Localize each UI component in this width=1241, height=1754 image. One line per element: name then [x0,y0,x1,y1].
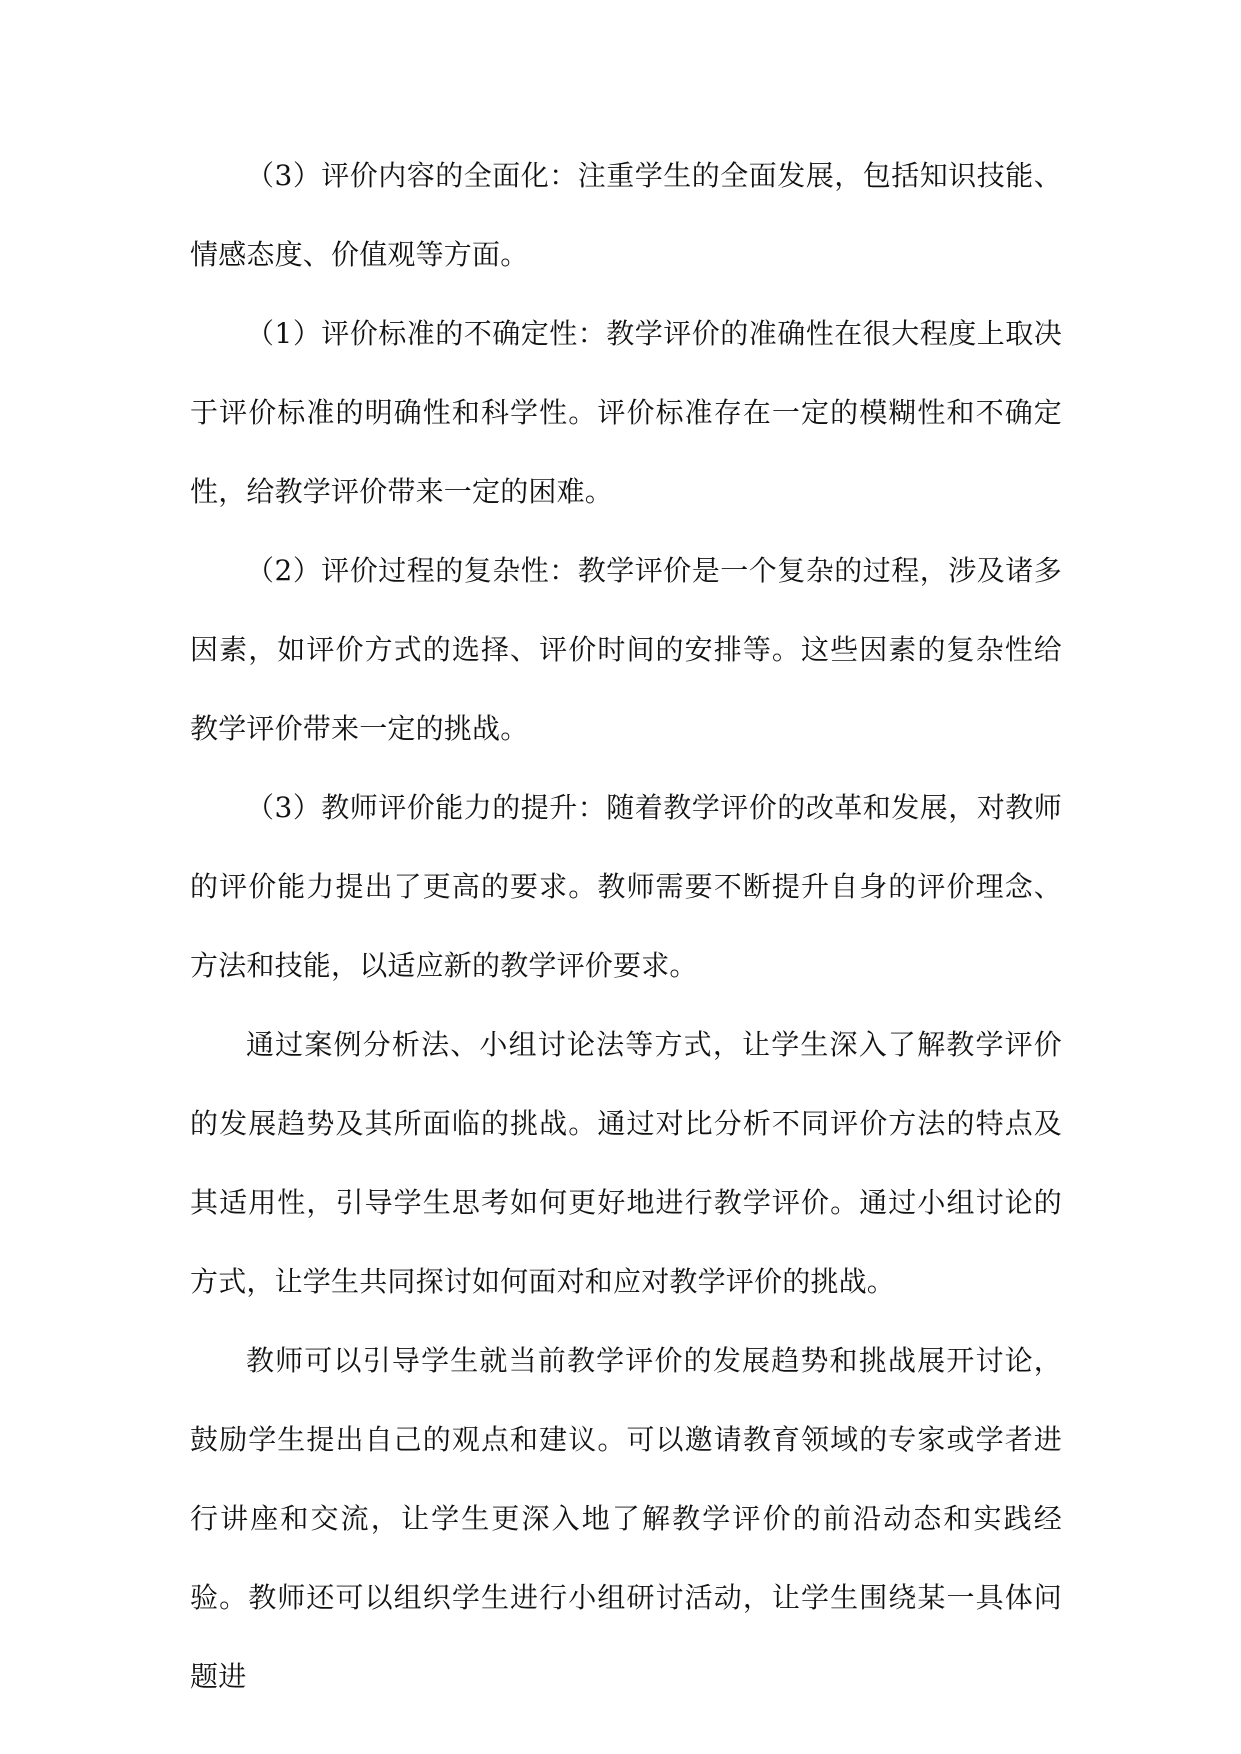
document-body [190,136,1062,1716]
paragraph-complex-process: （2）评价过程的复杂性：教学评价是一个复杂的过程，涉及诸多因素，如评价方式的选择、评价时间的安排等。这些因素的复杂性给教学评价带来一定的挑战。 [190,554,1062,745]
paragraph-discussion-activities: 教师可以引导学生就当前教学评价的发展趋势和挑战展开讨论，鼓励学生提出自己的观点和建议。可以邀请教育领域的专家或学者进行讲座和交流，让学生更深入地了解教学评价的前沿动态和实践经验。教师还可以组织学生进行小组研讨活动，让学生围绕某一具体问题进 [190,1344,1062,1693]
paragraph-teacher-ability: （3）教师评价能力的提升：随着教学评价的改革和发展，对教师的评价能力提出了更高的要求。教师需要不断提升自身的评价理念、方法和技能，以适应新的教学评价要求。 [190,791,1062,982]
paragraph-uncertain-standards: （1）评价标准的不确定性：教学评价的准确性在很大程度上取决于评价标准的明确性和科学性。评价标准存在一定的模糊性和不确定性，给教学评价带来一定的困难。 [190,317,1062,508]
paragraph-teaching-methods: 通过案例分析法、小组讨论法等方式，让学生深入了解教学评价的发展趋势及其所面临的挑战。通过对比分析不同评价方法的特点及其适用性，引导学生思考如何更好地进行教学评价。通过小组讨论的方式，让学生共同探讨如何面对和应对教学评价的挑战。 [190,1028,1062,1298]
paragraph-comprehensive-content: （3）评价内容的全面化：注重学生的全面发展，包括知识技能、情感态度、价值观等方面。 [190,159,1062,271]
